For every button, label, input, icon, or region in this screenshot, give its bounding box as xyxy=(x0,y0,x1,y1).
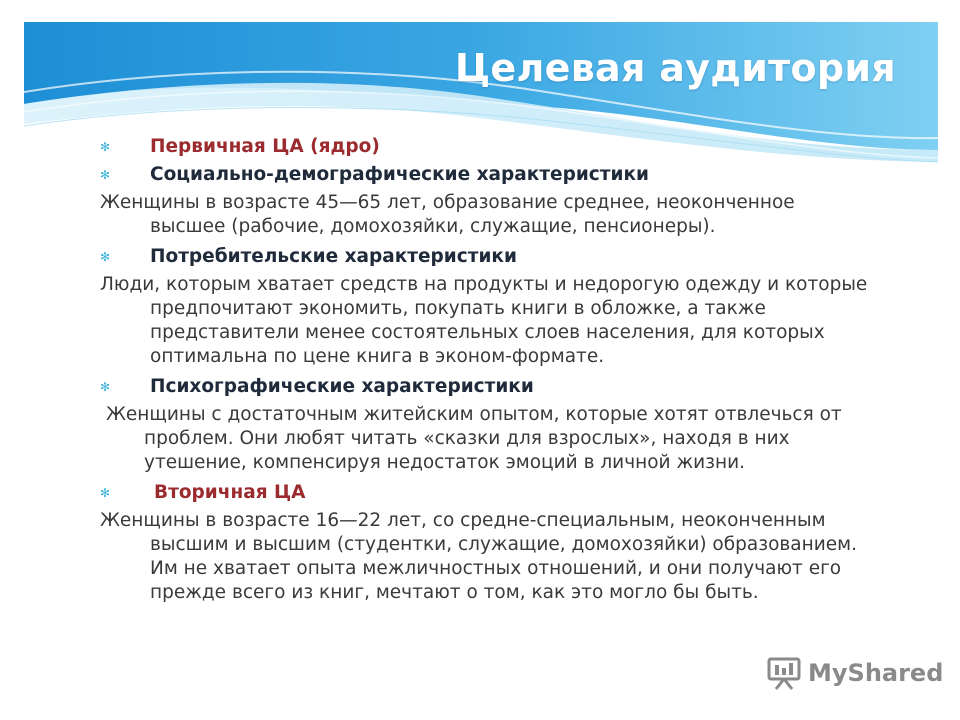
slide-content xyxy=(100,135,870,611)
secondary-text: Женщины в возрасте 16—22 лет, со средне-специальным, неоконченным высшим и высшим (студентки, служащие, домохозяйки) образованием. Им не хватает опыта межличностных отношений, и они получают его прежде всего из книг, мечтают о том, как это могло бы быть. xyxy=(100,510,857,603)
watermark-text: MyShared xyxy=(808,659,944,687)
slide-title: Целевая аудитория xyxy=(454,46,896,90)
projector-screen-icon xyxy=(766,656,802,690)
bullet-psycho xyxy=(100,375,870,399)
social-heading: Социально-демографические характеристики xyxy=(150,164,649,185)
consumer-heading: Потребительские характеристики xyxy=(150,246,517,267)
asterisk-bullet-icon: ✻ xyxy=(100,140,111,154)
bullet-social xyxy=(100,163,870,187)
primary-heading: Первичная ЦА (ядро) xyxy=(150,136,380,157)
myshared-watermark[interactable] xyxy=(766,656,943,690)
asterisk-bullet-icon: ✻ xyxy=(100,250,111,264)
psycho-heading: Психографические характеристики xyxy=(150,376,534,397)
secondary-heading: Вторичная ЦА xyxy=(154,482,306,503)
asterisk-bullet-icon: ✻ xyxy=(100,168,111,182)
asterisk-bullet-icon: ✻ xyxy=(100,380,111,394)
psycho-text: Женщины с достаточным житейским опытом, которые хотят отвлечься от проблем. Они любят читать «сказки для взрослых», находя в них утешение, компенсируя недостаток эмоций в личной жизни. xyxy=(106,404,842,473)
asterisk-bullet-icon: ✻ xyxy=(100,486,111,500)
consumer-text: Люди, которым хватает средств на продукты и недорогую одежду и которые предпочитают экономить, покупать книги в обложке, а также представители менее состоятельных слоев населения, для которых оптимальна по цене книга в эконом-формате. xyxy=(100,274,868,367)
social-text: Женщины в возрасте 45—65 лет, образование среднее, неоконченное высшее (рабочие, домохозяйки, служащие, пенсионеры). xyxy=(100,192,795,237)
bullet-consumer xyxy=(100,245,870,269)
bullet-secondary xyxy=(100,481,870,505)
bullet-primary xyxy=(100,135,870,159)
